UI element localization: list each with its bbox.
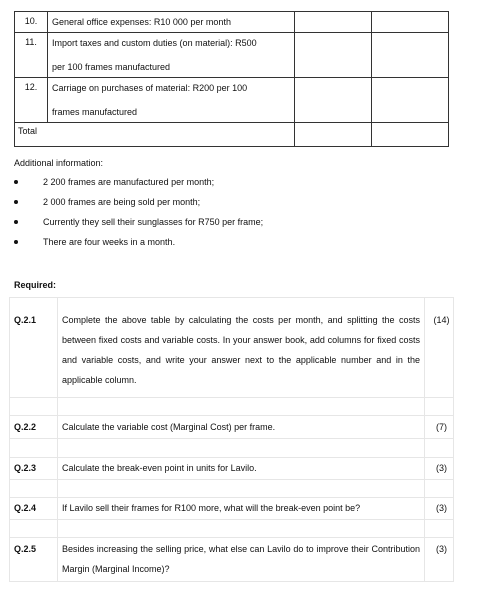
question-number: Q.2.2: [14, 422, 37, 432]
row-description: [48, 78, 295, 123]
total-row: [15, 123, 449, 147]
row-description: [48, 12, 295, 33]
grid-line: [9, 438, 454, 439]
row-number: 11.: [15, 33, 48, 78]
question-marks: (3): [436, 463, 447, 473]
grid-line: [57, 297, 58, 582]
question-text: If Lavilo sell their frames for R100 more, what will the break-even point be?: [62, 503, 361, 513]
question-marks: (3): [436, 544, 447, 554]
total-cell: [295, 123, 372, 147]
row-description-line: General office expenses: R10 000 per month: [52, 17, 231, 27]
row-description-line: frames manufactured: [52, 107, 138, 117]
total-label: Total: [15, 123, 295, 147]
bullet-icon: [14, 200, 18, 204]
grid-line: [9, 537, 454, 538]
grid-line: [9, 297, 454, 298]
question-number: Q.2.4: [14, 503, 37, 513]
question-text: Besides increasing the selling price, what else can Lavilo do to improve their Contribution Margin (Marginal Income)?: [62, 544, 420, 574]
row-description: [48, 33, 295, 78]
row-description-line: per 100 frames manufactured: [52, 62, 171, 72]
question-number: Q.2.3: [14, 463, 37, 473]
question-marks: (3): [436, 503, 447, 513]
row-description-line: Import taxes and custom duties (on material): R500: [52, 38, 257, 48]
table-row: [15, 78, 449, 123]
grid-line: [9, 397, 454, 398]
required-heading: Required:: [14, 280, 57, 290]
cost-cell: [295, 78, 372, 123]
grid-line: [9, 297, 10, 582]
grid-line: [9, 519, 454, 520]
grid-line: [453, 297, 454, 582]
list-item-text: 2 200 frames are manufactured per month;: [43, 177, 215, 187]
table-row: [15, 33, 449, 78]
grid-line: [9, 581, 454, 582]
row-description-line: Carriage on purchases of material: R200 per 100: [52, 83, 248, 93]
additional-info-heading: Additional information:: [14, 158, 104, 168]
cost-cell: [372, 33, 449, 78]
list-item: [14, 237, 263, 257]
list-item-text: There are four weeks in a month.: [43, 237, 176, 247]
cost-cell: [295, 33, 372, 78]
question-marks: (14): [433, 315, 450, 325]
row-number: 12.: [15, 78, 48, 123]
total-cell: [372, 123, 449, 147]
cost-table: [14, 11, 449, 147]
question-number: Q.2.1: [14, 315, 37, 325]
grid-line: [424, 297, 425, 582]
table-row: [15, 12, 449, 33]
list-item: [14, 177, 263, 197]
list-item-text: 2 000 frames are being sold per month;: [43, 197, 201, 207]
list-item: [14, 197, 263, 217]
additional-info-list: [14, 177, 263, 257]
cost-cell: [295, 12, 372, 33]
question-text: Calculate the break-even point in units for Lavilo.: [62, 463, 257, 473]
bullet-icon: [14, 180, 18, 184]
grid-line: [9, 479, 454, 480]
question-number: Q.2.5: [14, 544, 37, 554]
cost-cell: [372, 78, 449, 123]
bullet-icon: [14, 240, 18, 244]
list-item: [14, 217, 263, 237]
cost-cell: [372, 12, 449, 33]
grid-line: [9, 415, 454, 416]
list-item-text: Currently they sell their sunglasses for R750 per frame;: [43, 217, 264, 227]
row-number: 10.: [15, 12, 48, 33]
bullet-icon: [14, 220, 18, 224]
question-text: Complete the above table by calculating the costs per month, and splitting the costs between fixed costs and variable costs. In your answer book, add columns for fixed costs and variable costs, and write your answer next to the applicable number and in the applicable column.: [62, 315, 420, 385]
question-marks: (7): [436, 422, 447, 432]
question-text: Calculate the variable cost (Marginal Cost) per frame.: [62, 422, 276, 432]
